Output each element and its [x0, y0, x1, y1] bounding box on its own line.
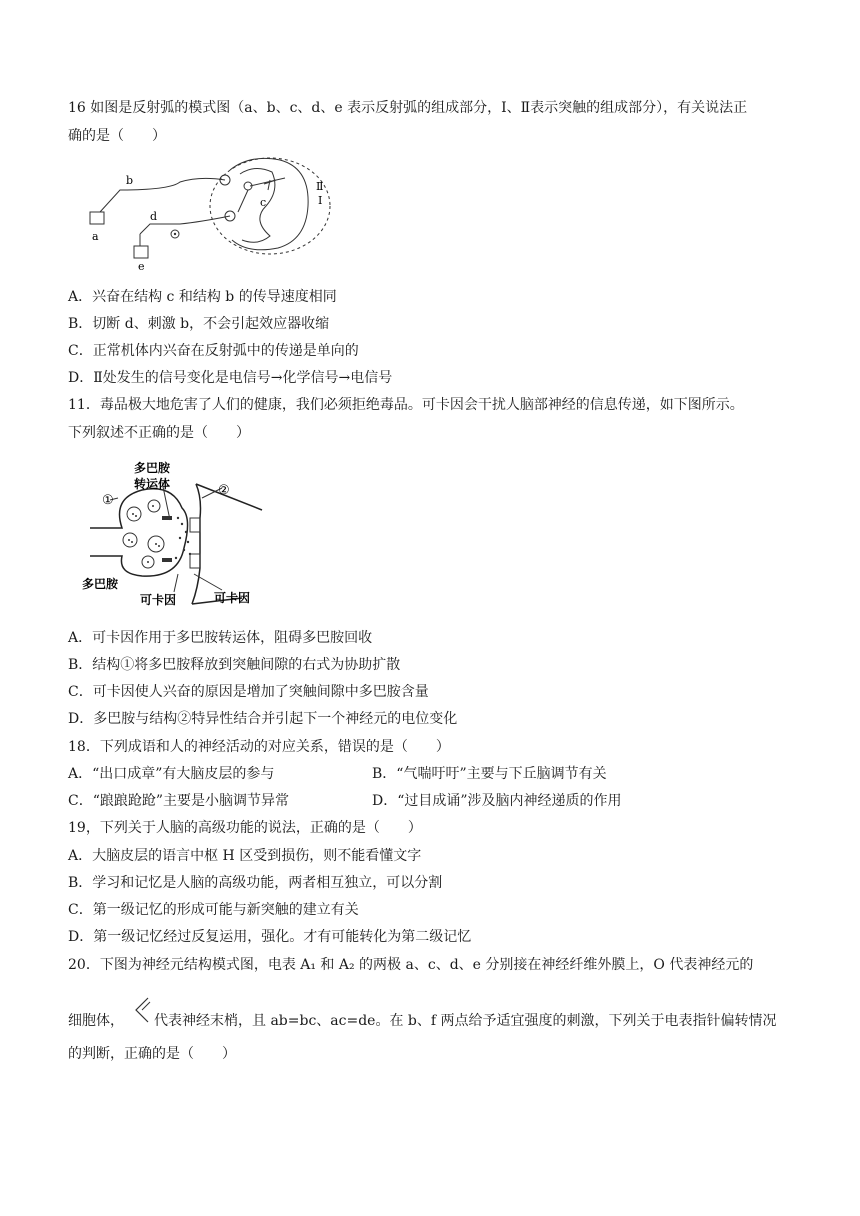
q19-option-c: C．第一级记忆的形成可能与新突触的建立有关 — [68, 902, 359, 918]
q16-option-b: B．切断 d、刺激 b，不会引起效应器收缩 — [68, 316, 330, 332]
q11-option-b: B．结构①将多巴胺释放到突触间隙的右式为协助扩散 — [68, 657, 401, 673]
q11-option-c: C．可卡因使人兴奋的原因是增加了突触间隙中多巴胺含量 — [68, 684, 429, 700]
q20-stem-line1: 20．下图为神经元结构模式图，电表 A₁ 和 A₂ 的两极 a、c、d、e 分别接在神经纤维外膜上，O 代表神经元的 — [68, 957, 754, 973]
label-cocaine-2: 可卡因 — [214, 591, 251, 605]
label-d: d — [150, 210, 158, 223]
label-e: e — [138, 260, 145, 272]
q18-option-a: A．“出口成章”有大脑皮层的参与 — [68, 766, 275, 782]
q19-stem: 19，下列关于人脑的高级功能的说法，正确的是（ ） — [68, 820, 422, 836]
q20-stem-line2-start: 细胞体， — [68, 1013, 124, 1029]
label-c: c — [260, 196, 267, 209]
nerve-ending-icon — [132, 996, 154, 1026]
q18-option-c: C．“踉踉跄跄”主要是小脑调节异常 — [68, 793, 290, 809]
q11-stem-line2: 下列叙述不正确的是（ ） — [68, 425, 250, 441]
label-I: I — [318, 194, 323, 207]
q18-option-d: D．“过目成诵”涉及脑内神经递质的作用 — [372, 793, 622, 809]
q16-stem-line2: 确的是（ ） — [68, 128, 166, 144]
q18-stem: 18．下列成语和人的神经活动的对应关系，错误的是（ ） — [68, 739, 450, 755]
q19-option-b: B．学习和记忆是人脑的高级功能，两者相互独立，可以分割 — [68, 875, 443, 891]
q19-option-a: A．大脑皮层的语言中枢 H 区受到损伤，则不能看懂文字 — [68, 848, 422, 864]
label-structure-1: ① — [102, 493, 114, 508]
cocaine-synapse-figure — [82, 458, 272, 610]
label-dopamine-transporter-1: 多巴胺 — [134, 461, 171, 475]
q20-stem-line3: 的判断，正确的是（ ） — [68, 1046, 236, 1062]
q11-stem-line1: 11．毒品极大地危害了人们的健康，我们必须拒绝毒品。可卡因会干扰人脑部神经的信息传递，如下图所示。 — [68, 397, 744, 413]
label-cocaine-1: 可卡因 — [140, 593, 177, 607]
q16-stem-line1: 16 如图是反射弧的模式图（a、b、c、d、e 表示反射弧的组成部分，I、Ⅱ表示突触的组成部分），有关说法正 — [68, 100, 748, 116]
q19-option-d: D．第一级记忆经过反复运用，强化。才有可能转化为第二级记忆 — [68, 929, 472, 945]
label-b: b — [126, 174, 134, 187]
label-dopamine-transporter-2: 转运体 — [134, 477, 171, 491]
label-structure-2: ② — [218, 483, 230, 498]
q16-option-a: A．兴奋在结构 c 和结构 b 的传导速度相同 — [68, 289, 337, 305]
label-dopamine: 多巴胺 — [82, 577, 119, 591]
q20-stem-line2-rest: 代表神经末梢，且 ab=bc、ac=de。在 b、f 两点给予适宜强度的刺激，下列关于电表指针偏转情况 — [154, 1013, 777, 1029]
q16-option-d: D．Ⅱ处发生的信号变化是电信号→化学信号→电信号 — [68, 370, 393, 386]
label-II: Ⅱ — [316, 180, 324, 193]
q11-option-d: D．多巴胺与结构②特异性结合并引起下一个神经元的电位变化 — [68, 711, 458, 727]
q16-option-c: C．正常机体内兴奋在反射弧中的传递是单向的 — [68, 343, 359, 359]
q18-option-b: B．“气喘吁吁”主要与下丘脑调节有关 — [372, 766, 607, 782]
label-a: a — [92, 230, 99, 243]
reflex-arc-figure — [80, 150, 340, 272]
q11-option-a: A．可卡因作用于多巴胺转运体，阻碍多巴胺回收 — [68, 630, 373, 646]
